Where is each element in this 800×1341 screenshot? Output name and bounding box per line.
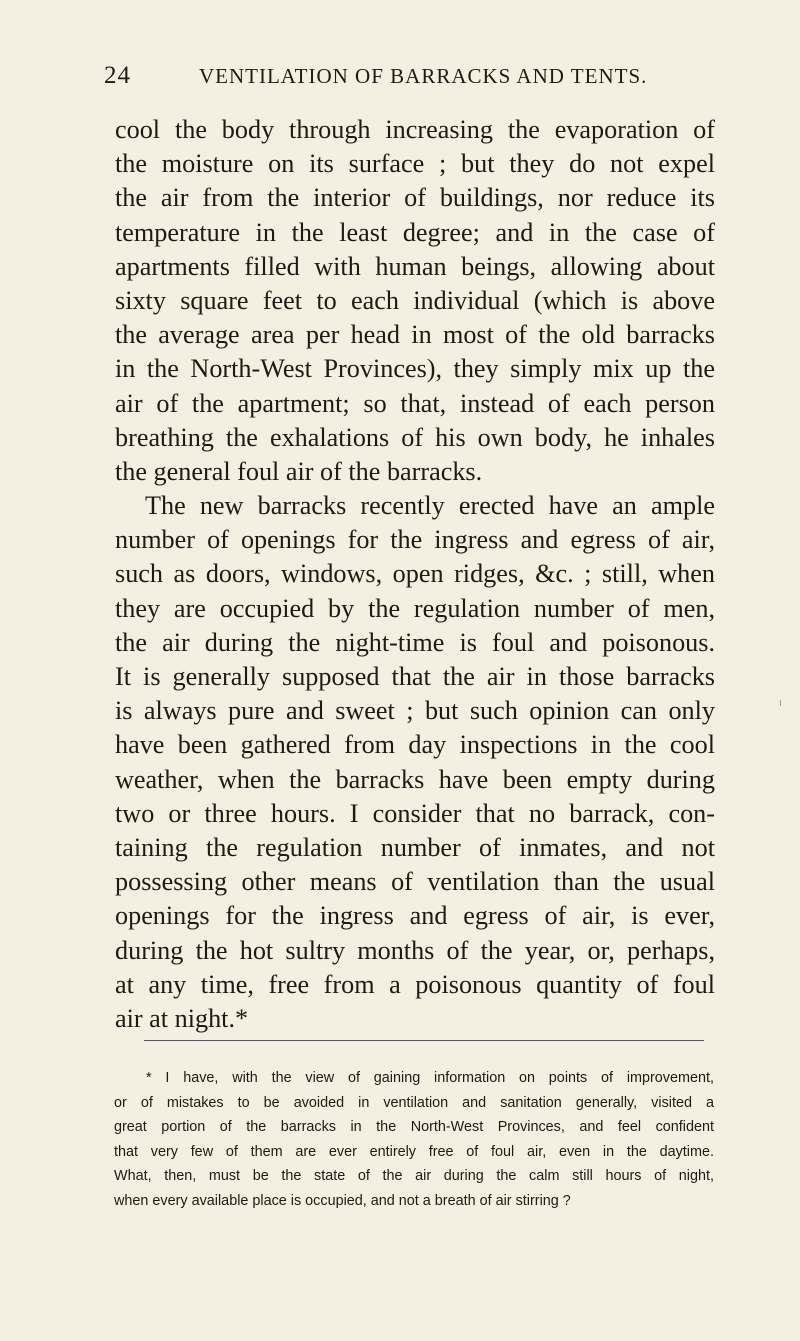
body-line: the average area per head in most of the old barracks <box>115 320 715 350</box>
footnote-line: that very few of them are ever entirely free of foul air, even in the daytime. <box>114 1143 714 1160</box>
page-number: 24 <box>104 62 131 89</box>
body-line: air of the apartment; so that, instead of each person <box>115 388 715 418</box>
footnote <box>114 1066 714 1214</box>
footnote-line: What, then, must be the state of the air during the calm still hours of night, <box>114 1168 714 1185</box>
body-line: weather, when the barracks have been empty during <box>115 764 715 794</box>
body-line: taining the regulation number of inmates, and not <box>115 832 715 862</box>
body-line: the air during the night-time is foul and poisonous. <box>115 627 715 657</box>
body-line: at any time, free from a poisonous quantity of foul <box>115 969 715 999</box>
body-line: openings for the ingress and egress of air, is ever, <box>115 901 715 931</box>
footnote-line: great portion of the barracks in the North-West Provinces, and feel confident <box>114 1119 714 1136</box>
body-line: the general foul air of the barracks. <box>115 456 483 486</box>
running-head <box>104 62 704 92</box>
body-line: The new barracks recently erected have an ample <box>145 491 715 521</box>
paper-fleck <box>780 700 781 706</box>
body-line: the moisture on its surface ; but they do not expel <box>115 149 715 179</box>
running-title: VENTILATION OF BARRACKS AND TENTS. <box>199 64 648 88</box>
body-line: the air from the interior of buildings, nor reduce its <box>115 183 715 213</box>
body-line: cool the body through increasing the evaporation of <box>115 115 715 144</box>
body-line: number of openings for the ingress and egress of air, <box>115 525 715 555</box>
body-line: have been gathered from day inspections in the cool <box>115 730 715 760</box>
body-line: is always pure and sweet ; but such opinion can only <box>115 696 715 726</box>
body-line: sixty square feet to each individual (which is above <box>115 285 715 315</box>
footnote-divider <box>144 1040 704 1041</box>
footnote-line: * I have, with the view of gaining information on points of improvement, <box>146 1070 714 1086</box>
body-line: It is generally supposed that the air in those barracks <box>115 662 715 691</box>
body-line: two or three hours. I consider that no barrack, con- <box>115 798 715 828</box>
body-line: such as doors, windows, open ridges, &c. ; still, when <box>115 559 715 589</box>
footnote-line: or of mistakes to be avoided in ventilation and sanitation generally, visited a <box>114 1094 714 1111</box>
body-line: during the hot sultry months of the year, or, perhaps, <box>115 935 715 965</box>
body-line: they are occupied by the regulation number of men, <box>115 593 715 623</box>
body-line: temperature in the least degree; and in the case of <box>115 217 715 247</box>
body-line: air at night.* <box>115 1003 249 1033</box>
body-line: in the North-West Provinces), they simply mix up the <box>115 354 715 384</box>
footnote-line: when every available place is occupied, and not a breath of air stirring ? <box>114 1192 571 1209</box>
body-line: possessing other means of ventilation than the usual <box>115 867 715 897</box>
body-text <box>115 113 715 1036</box>
body-line: apartments filled with human beings, allowing about <box>115 251 715 281</box>
body-line: breathing the exhalations of his own body, he inhales <box>115 422 715 452</box>
